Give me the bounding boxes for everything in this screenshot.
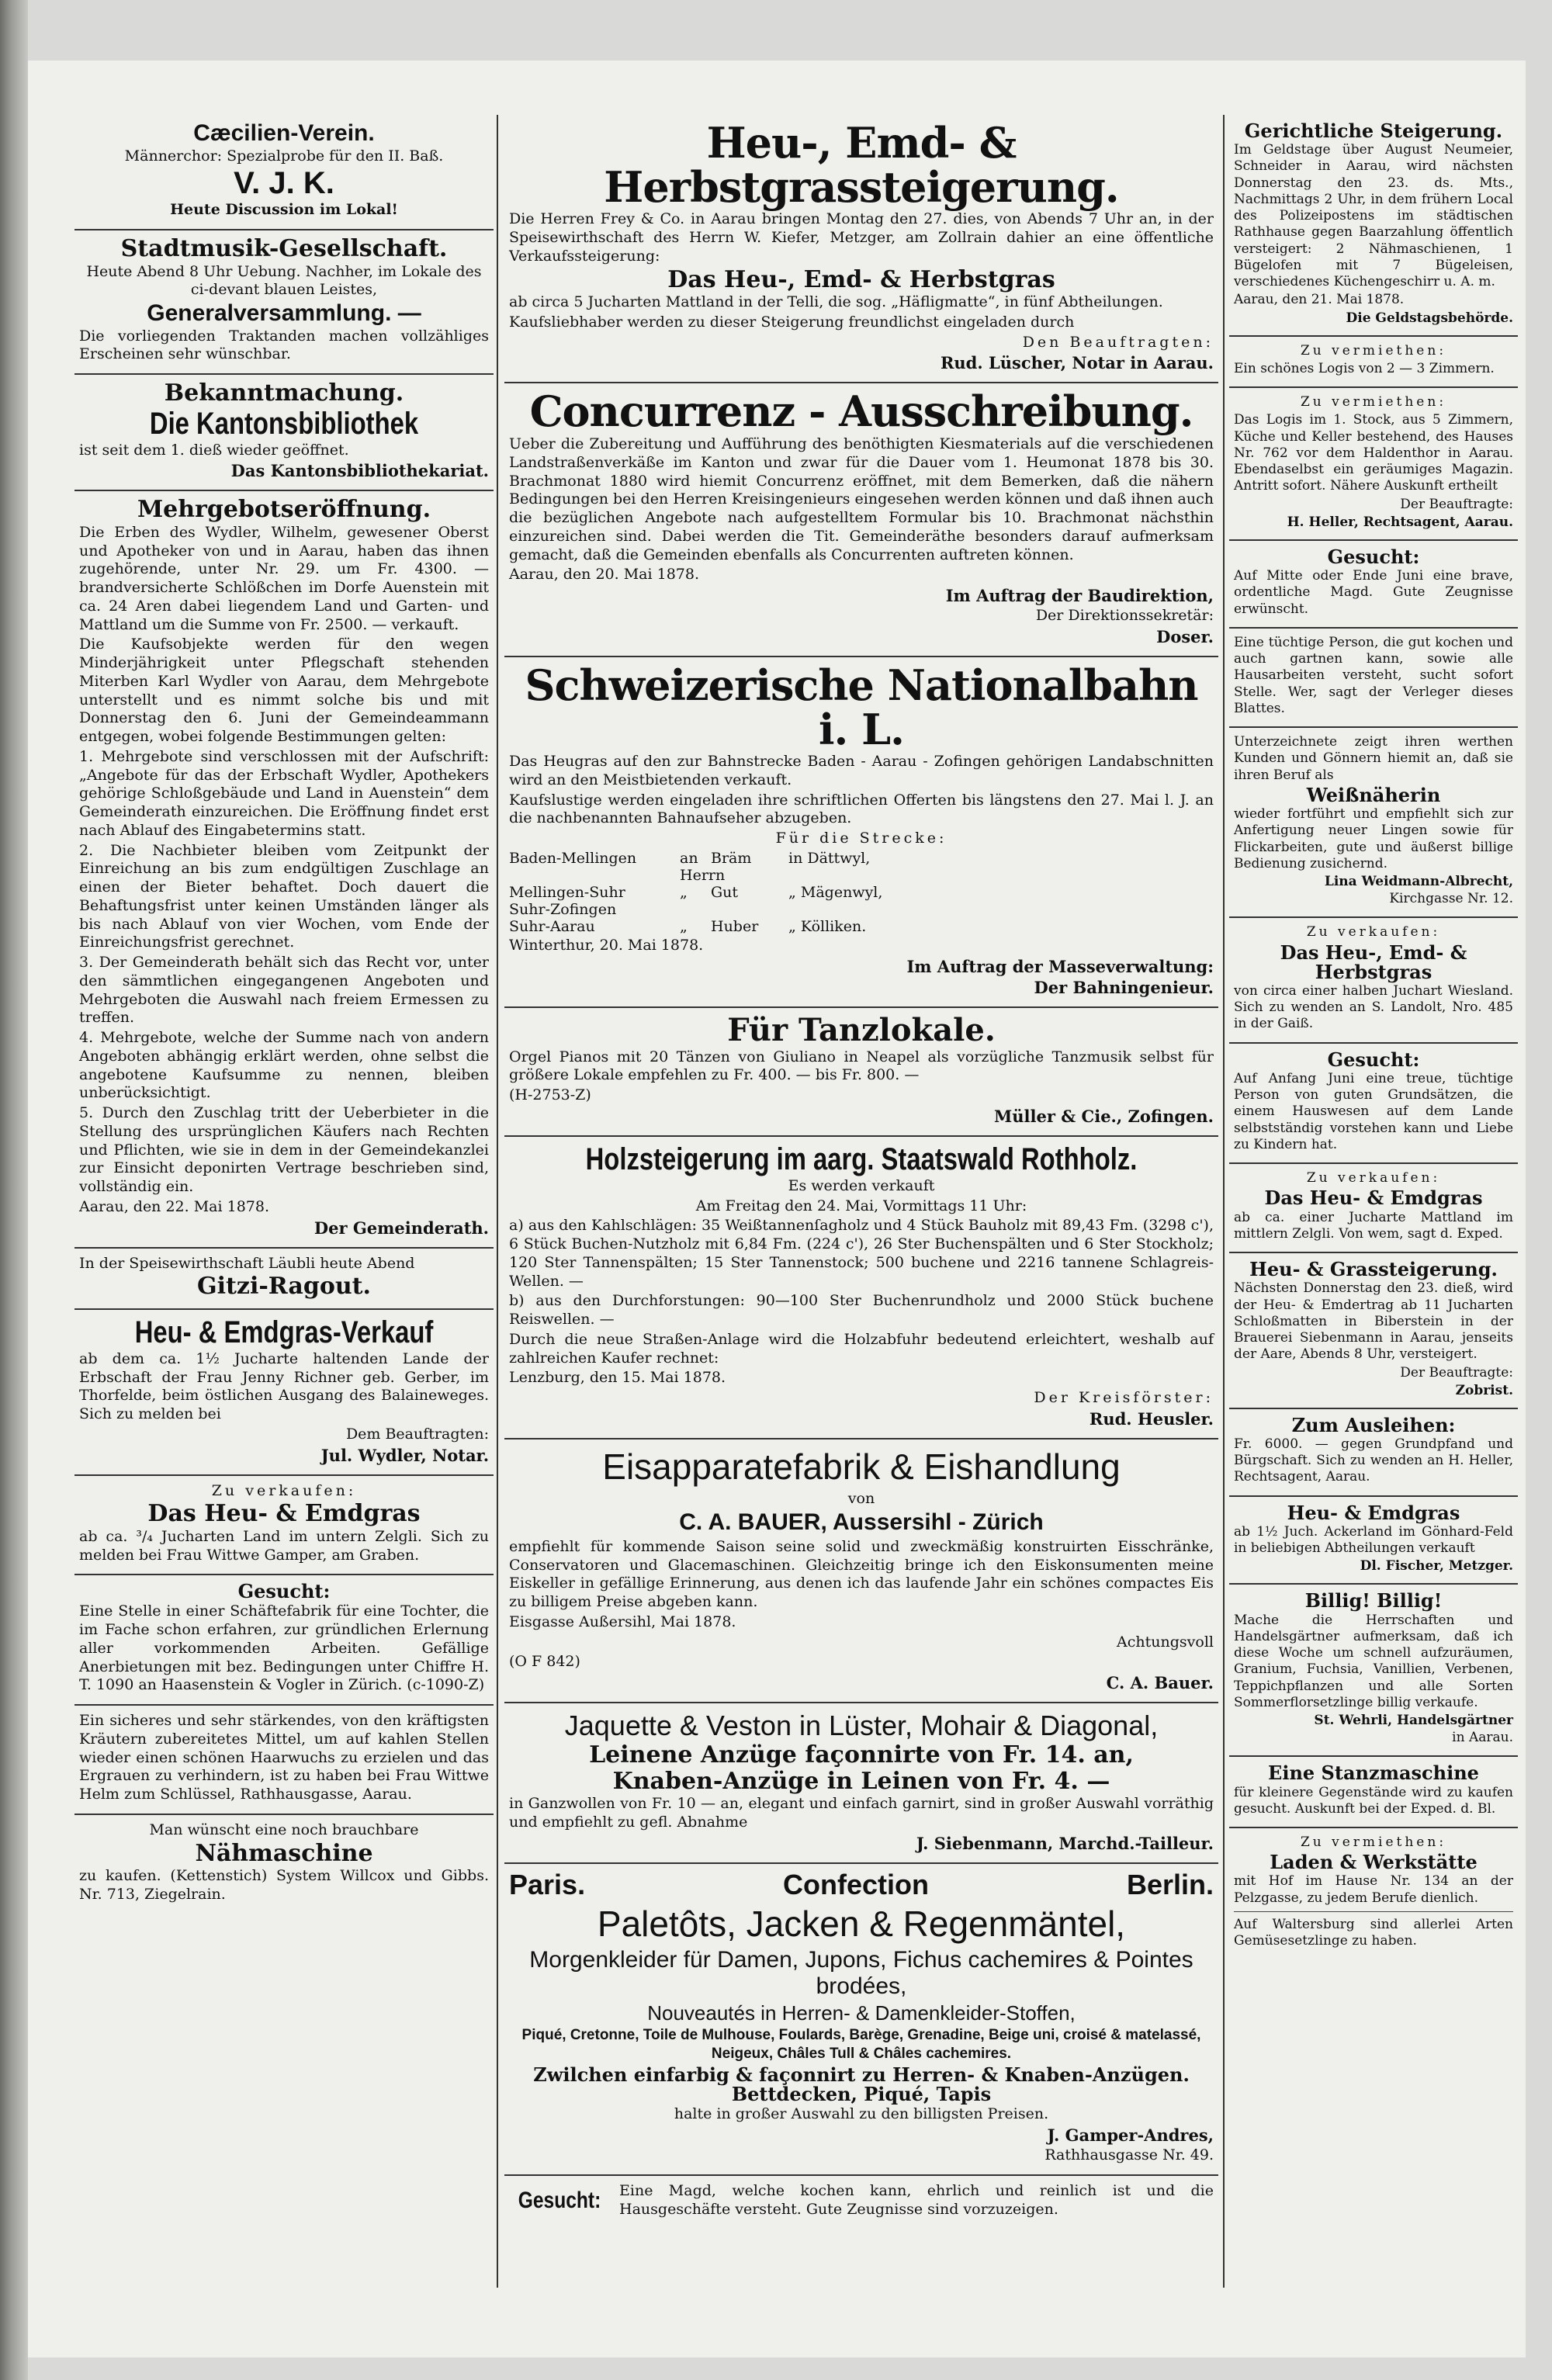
ad-title: Eisapparatefabrik & Eishandlung: [602, 1446, 1121, 1487]
ad-text: ab 1½ Juch. Ackerland im Gönhard-Feld in beliebigen Abtheilungen verkauft: [1234, 1523, 1513, 1557]
column-rule: [1223, 115, 1225, 2288]
ad-signature: Müller & Cie., Zofingen.: [994, 1106, 1214, 1126]
ad-text: Durch die neue Straßen-Anlage wird die Holzabfuhr bedeutend erleichtert, weshalb auf zahlreichen Kaufer rechnet:: [509, 1330, 1214, 1367]
ad-signature: Dem Beauftragten:: [345, 1425, 489, 1443]
ad-tanzlokale: [504, 1008, 1218, 1137]
ad-signature: Die Geldstagsbehörde.: [1346, 310, 1513, 326]
ad-title: Gesucht:: [1327, 545, 1420, 568]
ad-signature: C. A. Bauer.: [1106, 1673, 1214, 1693]
ad-signature: Der Kreisförster:: [1034, 1389, 1214, 1407]
ad-signature: H. Heller, Rechtsagent, Aarau.: [1287, 514, 1513, 530]
ad-label: Zu vermiethen:: [1300, 394, 1447, 411]
ad-text: für kleinere Gegenstände wird zu kaufen gesucht. Auskunft bei der Exped. d. Bl.: [1234, 1784, 1513, 1817]
ad-grassteigerung: [1229, 1253, 1518, 1409]
ad-signature: Den Beauftragten:: [1022, 333, 1214, 351]
route-cell: „: [680, 917, 688, 935]
ad-zu-verkaufen: [74, 1476, 494, 1576]
ad-title: Confection: [783, 1868, 930, 1900]
ad-title: Gesucht:: [237, 1580, 331, 1603]
ad-text: Heute Discussion im Lokal!: [170, 201, 398, 219]
ad-text: ab dem ca. 1½ Jucharte haltenden Lande der Erbschaft der Frau Jenny Richner geb. Gerber, im Thorfelde, beim östlichen Ausgang des Balaineweges. Sich zu melden bei: [79, 1349, 489, 1422]
ad-text: 1. Mehrgebote sind verschlossen mit der Aufschrift: „Angebote für das der Erbschaft Wydler, Apothekers gehörige Schloßgebäude und Land in Auenstein“ dem Gemeinderath einzureichen. Die Eröffnung findet erst nach Ablauf des Eingabetermins statt.: [79, 747, 489, 839]
ad-text: Kaufslustige werden eingeladen ihre schriftlichen Offerten bis längstens den 27. Mai l. J. an die nachbenannten Bahnaufseher abzugeben.: [509, 791, 1214, 827]
ad-text: Ueber die Zubereitung und Aufführung des benöthigten Kiesmaterials auf die verschiedenen Landstraßenverkäße im Kanton und zwar für die Dauer vom 1. Heumonat 1878 bis 30. Brachmonat 1880 wird hiemit Concurrenz eröffnet, mit dem Bemerken, daß die nähern Bedingungen bei den Herren Kreisingenieurs eingesehen werden können und daß ihnen auch die bezüglichen Angebote nach aufgestelltem Formular bis 10. Brachmonat nächsthin einzureichen sind. Dabei werden die Tit. Gemeinderäthe besonders darauf aufmerksam gemacht, daß die Gemeinden ebenfalls als Concurrenten auftreten können.: [509, 435, 1214, 563]
route-cell: Gut: [711, 883, 739, 901]
ad-signature: Lina Weidmann-Albrecht,: [1324, 874, 1513, 890]
ad-text: 5. Durch den Zuschlag tritt der Ueberbieter in die Stellung des ursprünglichen Käufers nach Rechten und Pflichten, wie sie in dem in der Gemeindekanzlei zur Einsicht deponirten Vertrage beschrieben sind, vollständig ein.: [79, 1104, 489, 1195]
ad-text: Ein sicheres und sehr stärkendes, von den kräftigsten Kräutern zubereitetes Mittel, um auf kahlen Stellen wieder einen schönen Haarwuchs zu erzielen und das Ergrauen zu verhindern, ist zu haben bei Frau Wittwe Helm zum Schlüssel, Rathhausgasse, Aarau.: [79, 1712, 489, 1803]
divider: [1234, 1911, 1513, 1912]
ad-text: Die vorliegenden Traktanden machen vollzähliges Erscheinen sehr wünschbar.: [79, 327, 489, 363]
column-rule: [497, 115, 498, 2288]
ad-text: Orgel Pianos mit 20 Tänzen von Giuliano in Neapel als vorzügliche Tanzmusik selbst für größere Lokale empfehlen zu Fr. 400. — bis Fr. 800. —: [509, 1048, 1214, 1084]
ad-text: Unterzeichnete zeigt ihren werthen Kunden und Gönnern hiemit an, daß sie ihren Beruf als: [1234, 734, 1513, 783]
ad-text: Die Kaufsobjekte werden für den wegen Minderjährigkeit unter Pflegschaft stehenden Miterben Karl Wydler von Aarau, dem Mehrgebote unterstellt und es nimmt solche bis und mit Donnerstag den 6. Juni der Gemeindeammann entgegen, wobei folgende Bestimmungen gelten:: [79, 636, 489, 745]
ad-nationalbahn: [504, 657, 1218, 1008]
ad-signature: Der Direktionssekretär:: [1035, 607, 1214, 625]
ad-title: Zum Ausleihen:: [1291, 1413, 1456, 1436]
left-column: [74, 115, 494, 2303]
ad-text: Man wünscht eine noch brauchbare: [149, 1821, 419, 1838]
ad-title: Gerichtliche Steigerung.: [1244, 120, 1503, 142]
ad-signature: in Aarau.: [1452, 1730, 1513, 1746]
ad-text: Heute Abend 8 Uhr Uebung. Nachher, im Lokale des ci-devant blauen Leistes,: [86, 262, 482, 299]
ad-title: Paletôts, Jacken & Regenmäntel,: [597, 1903, 1126, 1944]
ad-city: Berlin.: [1126, 1868, 1214, 1900]
ad-signature: J. Siebenmann, Marchd.-Tailleur.: [916, 1833, 1214, 1853]
route-cell: Suhr-Aarau: [509, 917, 595, 935]
ad-text: Piqué, Cretonne, Toile de Mulhouse, Foulards, Barège, Grenadine, Beige uni, croisé & matelassé, Neigeux, Châles Tull & Châles cachemires.: [521, 2027, 1201, 2063]
ad-signature: Im Auftrag der Masseverwaltung:: [906, 956, 1214, 976]
ad-date: Aarau, den 22. Mai 1878.: [79, 1197, 270, 1215]
ad-title: Eine Stanzmaschine: [1268, 1762, 1479, 1785]
ad-text: ist seit dem 1. dieß wieder geöffnet.: [79, 441, 349, 459]
ad-title: Zwilchen einfarbig & façonnirt zu Herren- & Knaben-Anzügen. Bettdecken, Piqué, Tapis: [533, 2063, 1190, 2106]
ad-text: mit Hof im Hause Nr. 134 an der Pelzgasse, zu jedem Berufe dienlich.: [1234, 1873, 1513, 1906]
newspaper-page: [28, 61, 1526, 2357]
route-cell: [788, 901, 1214, 918]
ad-label: Zu verkaufen:: [1306, 924, 1441, 941]
ad-text: 2. Die Nachbieter bleiben vom Zeitpunkt der Einreichung an bis zum endgültigen Zuschlage an einen der Bieter behaftet. Doch dauert die Behaftungsfrist unter keinen Umständen länger als bis nach Ablauf von vier Wochen, vom Ende der Einreichungsfrist gerechnet.: [79, 841, 489, 951]
ad-heuemd-verkauf: [74, 1310, 494, 1476]
ad-signature: Rathhausgasse Nr. 49.: [1044, 2146, 1214, 2164]
ad-mehrgebot: [74, 491, 494, 1248]
ad-title: Heu- & Grassteigerung.: [1249, 1258, 1498, 1281]
ad-billig: [1229, 1585, 1518, 1757]
route-cell: [680, 901, 711, 918]
ad-code: (H-2753-Z): [509, 1086, 591, 1104]
ad-text: ab ca. ³/₄ Jucharten Land im untern Zelgli. Sich zu melden bei Frau Wittwe Gamper, am Graben.: [79, 1527, 489, 1564]
ad-title: Leinene Anzüge façonnirte von Fr. 14. an,: [589, 1741, 1134, 1769]
ad-title: Nähmaschine: [195, 1839, 373, 1867]
ad-signature: Jul. Wydler, Notar.: [320, 1445, 489, 1465]
ad-text: in Ganzwollen von Fr. 10 — an, elegant und einfach garnirt, sind in großer Auswahl vorräthig und empfiehlt zu gefl. Abnahme: [509, 1795, 1214, 1831]
ad-title: Bekanntmachung.: [164, 379, 404, 407]
ad-stanzmaschine: [1229, 1757, 1518, 1828]
ad-paris-confection: [504, 1864, 1218, 2176]
ad-signature: Das Kantonsbibliothekariat.: [230, 461, 489, 481]
ad-title: C. A. BAUER, Aussersihl - Zürich: [679, 1509, 1044, 1536]
ad-title: Knaben-Anzüge in Leinen von Fr. 4. —: [612, 1767, 1110, 1795]
ad-title: Holzsteigerung im aarg. Staatswald Rothholz.: [585, 1141, 1138, 1176]
ad-city: Paris.: [509, 1868, 586, 1900]
route-cell: Mellingen-Suhr: [509, 883, 625, 901]
ad-text: halte in großer Auswahl zu den billigsten Preisen.: [674, 2105, 1049, 2123]
ad-text: empfiehlt für kommende Saison seine solid und zweckmäßig konstruirten Eisschränke, Conservatoren und Glacemaschinen. Gleichzeitig bringe ich den Eiskonsumenten meine Eiskeller in gefällige Erinnerung, aus denen ich das laufende Jahr ein schönes compactes Eis zu billigem Preise abgeben kann.: [509, 1537, 1214, 1611]
ad-laden: [1229, 1828, 1518, 1959]
ad-code: (O F 842): [509, 1653, 580, 1671]
ad-concurrenz: [504, 383, 1218, 656]
ad-title: Das Heu-, Emd- & Herbstgras: [1280, 941, 1467, 983]
ad-ausleihen: [1229, 1409, 1518, 1497]
ad-title: V. J. K.: [234, 166, 334, 201]
ad-text: Am Freitag den 24. Mai, Vormittags 11 Uhr:: [695, 1197, 1027, 1214]
ad-text: wieder fortführt und empfiehlt sich zur Anfertigung neuer Lingen sowie für Flickarbeiten, gute und äußerst billige Bedienung zusichernd.: [1234, 806, 1513, 871]
ad-heu-steigerung: [504, 115, 1218, 383]
route-cell: „ Mägenwyl,: [788, 883, 883, 901]
route-table: [509, 850, 1214, 935]
ad-text: Nouveautés in Herren- & Damenkleider-Stoffen,: [647, 2001, 1076, 2025]
ad-title: Generalversammlung. —: [147, 300, 421, 326]
route-cell: [711, 901, 788, 918]
ad-text: Nächsten Donnerstag den 23. dieß, wird der Heu- & Emdertrag ab 11 Jucharten Schloßmatten in Biberstein in der Brauerei Siebenmann in Aarau, jenseits der Aare, Abends 8 Uhr, versteigert.: [1234, 1280, 1513, 1363]
route-cell: Baden-Mellingen: [509, 849, 637, 867]
ad-title: Gitzi-Ragout.: [197, 1273, 371, 1301]
ad-text: Männerchor: Spezialprobe für den II. Baß.: [124, 147, 444, 165]
ad-holzsteigerung: [504, 1137, 1218, 1439]
ad-text: von circa einer halben Juchart Wiesland. Sich zu wenden an S. Landolt, Nro. 485 in der Gaiß.: [1234, 982, 1513, 1032]
ad-title: Heu- & Emdgras-Verkauf: [134, 1315, 434, 1349]
ad-eisapparate: [504, 1439, 1218, 1703]
ad-title: Das Heu- & Emdgras: [147, 1500, 421, 1528]
ad-text: Auf Mitte oder Ende Juni eine brave, ordentliche Magd. Gute Zeugnisse erwünscht.: [1234, 568, 1513, 617]
ad-title: Heu-, Emd- & Herbstgrassteigerung.: [604, 118, 1119, 212]
ad-heu-emdgras-4: [1229, 1497, 1518, 1585]
ad-caecilien: [74, 115, 494, 230]
ad-text: Auf Waltersburg sind allerlei Arten Gemüsesetzlinge zu haben.: [1234, 1916, 1513, 1949]
ad-weissnaeherin: [1229, 728, 1518, 918]
ad-person: [1229, 629, 1518, 728]
middle-column: [504, 115, 1218, 2303]
ad-text: Kaufsliebhaber werden zu dieser Steigerung freundlichst eingeladen durch: [509, 313, 1075, 331]
ad-naehmaschine: [74, 1815, 494, 1914]
ad-signature: Der Bahningenieur.: [1034, 977, 1214, 997]
ad-logis: [1229, 337, 1518, 389]
ad-text: b) aus den Durchforstungen: 90—100 Ster Buchenrundholz und 2000 Stück buchene Reiswellen. —: [509, 1292, 1214, 1329]
ad-text: ab circa 5 Jucharten Mattland in der Telli, die sog. „Häfligmatte“, in fünf Abtheilungen.: [509, 293, 1163, 311]
ad-signature: St. Wehrli, Handelsgärtner: [1314, 1713, 1513, 1729]
ad-title: Laden & Werkstätte: [1270, 1851, 1478, 1874]
ad-title: Mehrgebotseröffnung.: [137, 496, 431, 524]
ad-label: Zu vermiethen:: [1300, 1834, 1447, 1850]
ad-signature: Der Beauftragte:: [1400, 496, 1513, 512]
ad-signature: Der Gemeinderath.: [314, 1218, 489, 1238]
ad-title: Cæcilien-Verein.: [193, 120, 375, 146]
ad-text: Das Heugras auf den zur Bahnstrecke Baden - Aarau - Zofingen gehörigen Landabschnitten wird an den Meistbietenden verkauft.: [509, 753, 1214, 788]
route-cell: „ Kölliken.: [788, 917, 867, 935]
ad-date: Winterthur, 20. Mai 1878.: [509, 936, 704, 954]
ad-date: Aarau, den 20. Mai 1878.: [509, 566, 700, 584]
ad-title: Gesucht:: [1327, 1048, 1420, 1071]
right-column: [1229, 115, 1518, 2303]
ad-date: Aarau, den 21. Mai 1878.: [1234, 292, 1405, 308]
ad-text: von: [847, 1489, 875, 1507]
ad-text: Auf Anfang Juni eine treue, tüchtige Person von guten Grundsätzen, die einem Hauswesen auf dem Lande selbstständig vorstehen kann und Liebe zu Kindern hat.: [1234, 1070, 1513, 1152]
ad-text: Achtungsvoll: [1117, 1633, 1214, 1651]
ad-title: Heu- & Emdgras: [1287, 1501, 1460, 1524]
ad-signature: Doser.: [1156, 626, 1214, 646]
ad-title: Das Heu- & Emdgras: [1264, 1187, 1483, 1210]
ad-gesucht-magd-2: [1229, 541, 1518, 629]
ad-gesucht-stelle: [74, 1575, 494, 1706]
ad-header-row: [509, 1869, 1214, 1901]
ad-title: Gesucht:: [518, 2187, 601, 2213]
ad-signature: Zobrist.: [1455, 1382, 1513, 1398]
ad-text: Fr. 6000. — gegen Grundpfand und Bürgschaft. Sich zu wenden an H. Heller, Rechtsagent, Aarau.: [1234, 1436, 1513, 1485]
ad-label: Für die Strecke:: [775, 830, 947, 847]
ad-date: Eisgasse Außersihl, Mai 1878.: [509, 1613, 736, 1630]
route-cell: „: [680, 883, 688, 901]
ad-text: 3. Der Gemeinderath behält sich das Recht vor, unter den sämmtlichen eingegangenen Angeboten und Mehrgeboten die Auswahl nach freiem Ermessen zu treffen.: [79, 954, 489, 1027]
ad-text: Eine Magd, welche kochen kann, ehrlich und reinlich ist und die Hausgeschäfte versteht. Gute Zeugnisse sind vorzuzeigen.: [619, 2181, 1214, 2218]
ad-text: ab ca. einer Jucharte Mattland im mittlern Zelgli. Von wem, sagt d. Exped.: [1234, 1209, 1513, 1242]
route-cell: Bräm: [711, 849, 752, 867]
ad-title: Weißnäherin: [1306, 783, 1441, 806]
ad-label: Zu vermiethen:: [1300, 342, 1447, 359]
route-cell: an Herrn: [680, 849, 726, 884]
route-cell: Suhr-Zofingen: [509, 900, 617, 918]
ad-signature: Rud. Lüscher, Notar in Aarau.: [940, 353, 1214, 373]
route-cell: in Dättwyl,: [788, 849, 871, 867]
ad-stadtmusik: [74, 230, 494, 375]
ad-signature: Im Auftrag der Baudirektion,: [945, 586, 1214, 606]
ad-haarwuchs: [74, 1706, 494, 1815]
ad-title: Das Heu-, Emd- & Herbstgras: [667, 265, 1055, 293]
ad-heu-verkauf-3: [1229, 1164, 1518, 1253]
ad-text: Das Logis im 1. Stock, aus 5 Zimmern, Küche und Keller bestehend, des Hauses Nr. 762 vor dem Haldenthor in Aarau. Ebendaselbst ein geräumiges Magazin. Antritt sofort. Nähere Auskunft ertheilt: [1234, 412, 1513, 494]
ad-text: Es werden verkauft: [788, 1176, 935, 1194]
ad-text: Ein schönes Logis von 2 — 3 Zimmern.: [1234, 360, 1495, 376]
ad-title: Stadtmusik-Gesellschaft.: [120, 235, 448, 262]
route-cell: Huber: [711, 917, 759, 935]
ad-title: Jaquette & Veston in Lüster, Mohair & Diagonal,: [564, 1710, 1159, 1742]
ad-jaquette: [504, 1703, 1218, 1864]
ad-signature: Kirchgasse Nr. 12.: [1389, 891, 1513, 907]
ad-title: Billig! Billig!: [1304, 1589, 1443, 1613]
ad-gitzi: [74, 1249, 494, 1310]
ad-signature: Dl. Fischer, Metzger.: [1360, 1558, 1513, 1575]
ad-text: In der Speisewirthschaft Läubli heute Abend: [79, 1254, 415, 1272]
ad-title: Concurrenz - Ausschreibung.: [529, 386, 1193, 437]
ad-text: a) aus den Kahlschlägen: 35 Weißtannenſagholz und 4 Stück Bauholz mit 89,43 Fm. (3298 c'), 6 Stück Buchen-Nutzholz mit 6,84 Fm. (224 c'), 26 Ster Buchenspälten und 6 Ster Stockholz; 120 Ster Tannenspälten; 15 Ster Tannenstock; 500 buchene und 2216 tannene Schlagreis-Wellen. —: [509, 1217, 1214, 1290]
ad-text: Die Herren Frey & Co. in Aarau bringen Montag den 27. dies, von Abends 7 Uhr an, in der Speisewirthschaft des Herrn W. Kiefer, Metzger, am Zollrain dahier an eine öffentliche Verkaufssteigerung:: [509, 210, 1214, 265]
ad-text: Eine tüchtige Person, die gut kochen und auch gartnen kann, sowie alle Hausarbeiten versteht, sucht sofort Stelle. Wer, sagt der Verleger dieses Blattes.: [1234, 634, 1513, 716]
ad-gesucht-magd: [504, 2176, 1218, 2229]
ad-text: Im Geldstage über August Neumeier, Schneider in Aarau, wird nächsten Donnerstag den 23. ds. Mts., Nachmittags 2 Uhr, in dem frühern Local des Polizeipostens im städtischen Rathhause gegen Baarzahlung öffentlich versteigert: 2 Nähmaschienen, 1 Bügelofen mit 7 Bügeleisen, verschiedenes Küchengeschirr u. A. m.: [1234, 142, 1513, 290]
ad-label: Zu verkaufen:: [1306, 1170, 1441, 1187]
ad-signature: Rud. Heusler.: [1089, 1408, 1214, 1429]
book-binding-edge: [0, 0, 28, 2380]
ad-title: Die Kantonsbibliothek: [149, 406, 419, 441]
ad-label: Zu verkaufen:: [211, 1481, 357, 1499]
ad-text: zu kaufen. (Kettenstich) System Willcox und Gibbs. Nr. 713, Ziegelrain.: [79, 1867, 489, 1903]
ad-text: Mache die Herrschaften und Handelsgärtner aufmerksam, daß ich diese Woche um schnell aufzuräumen, Granium, Fuchsia, Vanillien, Verbenen, Teppichpflanzen und alle Sorten Sommerflorsetzlinge billig verkaufe.: [1234, 1612, 1513, 1710]
ad-logis-2: [1229, 388, 1518, 541]
ad-gesucht-person: [1229, 1044, 1518, 1164]
ad-title: Schweizerische Nationalbahn i. L.: [525, 660, 1198, 754]
ad-text: 4. Mehrgebote, welche der Summe nach von andern Angeboten abhängig erklärt werden, ohne selbst die angebotene Kaufsumme zu nennen, bleiben unberücksichtigt.: [79, 1029, 489, 1102]
ad-text: Die Erben des Wydler, Wilhelm, gewesener Oberst und Apotheker von und in Aarau, haben das ihnen zugehörende, unter Nr. 29. um Fr. 4300. — brandversicherte Schlößchen im Dorfe Auenstein mit ca. 24 Aren dabei liegendem Land und Garten- und Mattland um die Summe von Fr. 2500. — verkauft.: [79, 523, 489, 633]
ad-gerichtliche-steigerung: [1229, 115, 1518, 337]
ad-text: Morgenkleider für Damen, Jupons, Fichus cachemires & Pointes brodées,: [529, 1946, 1193, 2000]
ad-heu-verkauf-2: [1229, 918, 1518, 1043]
ad-text: Eine Stelle in einer Schäftefabrik für eine Tochter, die im Fache schon erfahren, zur gründlichen Erlernung aller vorkommenden Arbeiten. Gefällige Anerbietungen mit bez. Bedingungen unter Chiffre H. T. 1090 an Haasenstein & Vogler in Zürich. (c-1090-Z): [79, 1602, 489, 1694]
ad-title: Für Tanzlokale.: [727, 1011, 996, 1048]
ad-signature: J. Gamper-Andres,: [1047, 2125, 1214, 2146]
ad-signature: Der Beauftragte:: [1400, 1364, 1513, 1381]
ad-bekanntmachung: [74, 375, 494, 491]
ad-date: Lenzburg, den 15. Mai 1878.: [509, 1369, 726, 1387]
